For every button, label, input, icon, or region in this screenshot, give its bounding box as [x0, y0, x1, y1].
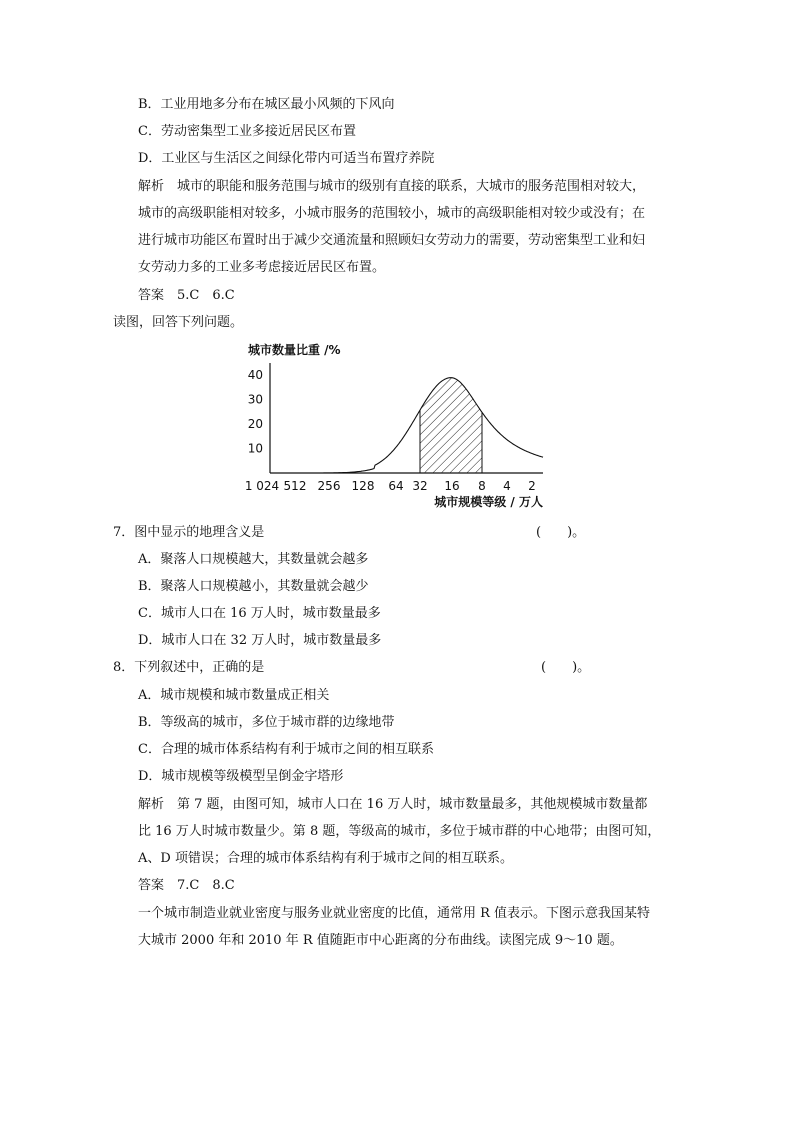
intro-next-line-2: 大城市 2000 年和 2010 年 R 值随距市中心距离的分布曲线。读图完成 9～10 题。	[138, 933, 623, 948]
q8-stem: 8．下列叙述中，正确的是	[113, 660, 265, 675]
x-tick-label: 256	[317, 479, 341, 493]
shaded-area	[420, 378, 482, 473]
x-tick-label: 1 024	[245, 479, 280, 493]
q6-option-d: D．工业区与生活区之间绿化带内可适当布置疗养院	[138, 151, 435, 166]
q8-answer-bracket: ( )。	[541, 660, 591, 675]
q6-option-c: C．劳动密集型工业多接近居民区布置	[138, 124, 356, 139]
y-tick-label: 30	[247, 392, 263, 407]
explanation-line-3: 进行城市功能区布置时出于减少交通流量和照顾妇女劳动力的需要，劳动密集型工业和妇	[138, 233, 646, 248]
q7-stem: 7．图中显示的地理含义是	[113, 525, 265, 540]
q6-option-b: B．工业用地多分布在城区最小风频的下风向	[138, 97, 395, 112]
q8-option-d: D．城市规模等级模型呈倒金字塔形	[138, 769, 344, 784]
explanation-line-1: 解析 城市的职能和服务范围与城市的级别有直接的联系，大城市的服务范围相对较大，	[138, 179, 646, 194]
x-tick-label: 64	[388, 479, 404, 493]
q7-option-b: B．聚落人口规模越小，其数量就会越少	[138, 579, 369, 594]
q7-option-c: C．城市人口在 16 万人时，城市数量最多	[138, 606, 381, 621]
y-tick-label: 10	[247, 441, 263, 456]
y-tick-label: 20	[247, 417, 263, 432]
x-tick-label: 8	[478, 479, 486, 493]
explanation-line-4: 女劳动力多的工业多考虑接近居民区布置。	[138, 260, 386, 275]
q7-option-d: D．城市人口在 32 万人时，城市数量最多	[138, 633, 382, 648]
y-axis-label: 城市数量比重 /%	[248, 343, 341, 357]
q7-answer-bracket: ( )。	[536, 525, 586, 540]
explanation2-line-3: A、D 项错误；合理的城市体系结构有利于城市之间的相互联系。	[138, 851, 513, 866]
q7-option-a: A．聚落人口规模越大，其数量就会越多	[138, 552, 369, 567]
q8-option-c: C．合理的城市体系结构有利于城市之间的相互联系	[138, 742, 434, 757]
intro-next-line-1: 一个城市制造业就业密度与服务业就业密度的比值，通常用 R 值表示。下图示意我国某特	[138, 906, 651, 921]
read-prompt: 读图，回答下列问题。	[113, 315, 244, 330]
x-tick-label: 4	[503, 479, 511, 493]
city-size-chart	[245, 338, 555, 510]
q8-option-b: B．等级高的城市，多位于城市群的边缘地带	[138, 715, 395, 730]
x-tick-label: 2	[528, 479, 536, 493]
y-tick-label: 40	[247, 368, 263, 383]
q8-option-a: A．城市规模和城市数量成正相关	[138, 688, 330, 703]
x-tick-label: 32	[412, 479, 428, 493]
x-tick-label: 128	[351, 479, 375, 493]
explanation2-line-2: 比 16 万人时城市数量少。第 8 题，等级高的城市，多位于城市群的中心地带；由图可知，	[138, 824, 661, 839]
x-tick-label: 16	[444, 479, 460, 493]
explanation2-line-1: 解析 第 7 题，由图可知，城市人口在 16 万人时，城市数量最多，其他规模城市数量都	[138, 797, 648, 812]
x-tick-label: 512	[283, 479, 307, 493]
explanation-line-2: 城市的高级职能相对较多，小城市服务的范围较小，城市的高级职能相对较少或没有；在	[138, 206, 646, 221]
answer-5-6: 答案 5.C 6.C	[138, 288, 235, 303]
x-axis-label: 城市规模等级 / 万人	[434, 495, 543, 509]
answer-7-8: 答案 7.C 8.C	[138, 878, 235, 893]
